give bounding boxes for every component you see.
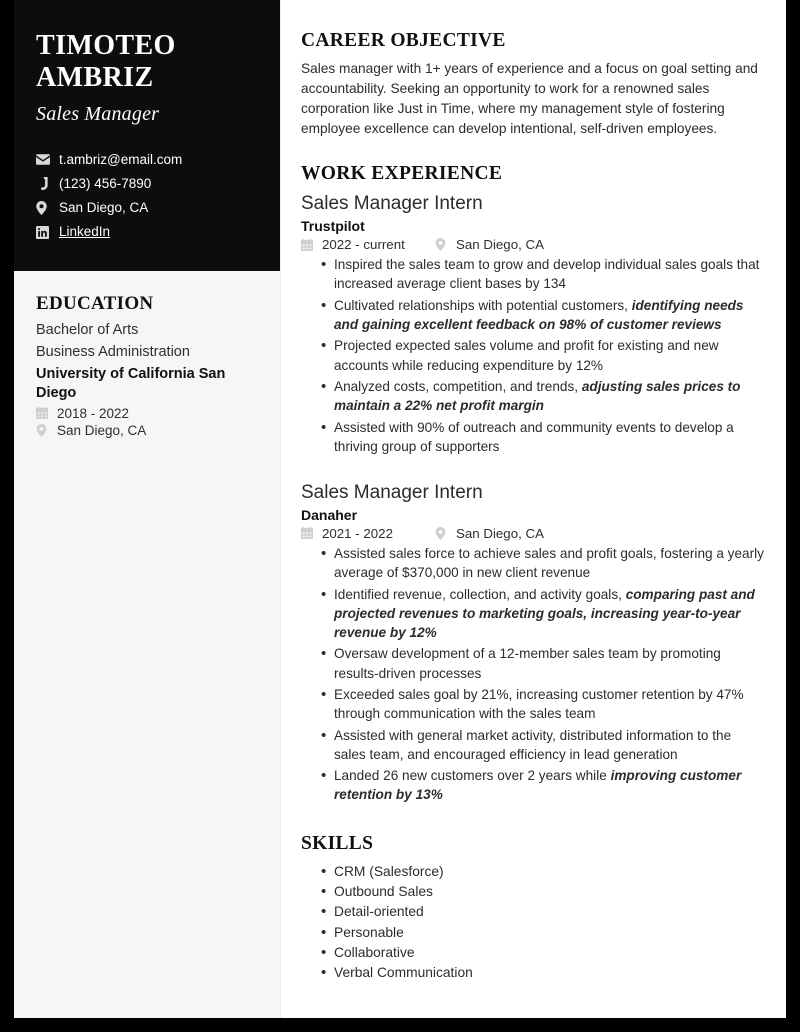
job-bullet-list (301, 544, 764, 805)
contact-linkedin-text: LinkedIn (59, 224, 111, 240)
job-bullet: • Assisted sales force to achieve sales and profit goals, fostering a yearly average of $370,000 in new client revenue (301, 544, 764, 583)
job-dates: 2022 - current (322, 237, 405, 253)
sidebar (14, 0, 281, 1018)
job-bullet-emphasis: adjusting sales prices to maintain a 22% net profit margin (334, 378, 741, 414)
job-bullet: • Inspired the sales team to grow and develop individual sales goals that increased average client bases by 134 (301, 255, 764, 294)
career-objective-text: Sales manager with 1+ years of experience and a focus on goal setting and accountability. Seeking an opportunity to work for a renowned sales corporation like Just in Time, where my management style of fostering employee excellence can develop intentional, self-driven employees. (301, 61, 758, 136)
job-bullet: • Assisted with 90% of outreach and community events to develop a thriving group of supporters (301, 418, 764, 457)
resume-page (14, 0, 786, 1018)
job-bullet: • Exceeded sales goal by 21%, increasing customer retention by 47% through communication with the sales team (301, 685, 764, 724)
career-objective-section (301, 30, 764, 138)
job-entry (301, 481, 764, 805)
skills-heading: SKILLS (301, 832, 374, 854)
education-degree: Bachelor of Arts (36, 322, 139, 339)
candidate-role: Sales Manager (36, 102, 160, 125)
job-bullet: • Landed 26 new customers over 2 years while improving customer retention by 13% (301, 766, 764, 805)
education-school: University of California San Diego (36, 365, 226, 402)
job-bullet-emphasis: improving customer retention by 13% (334, 768, 742, 803)
calendar-icon (301, 239, 318, 251)
contact-phone[interactable] (36, 173, 258, 195)
job-location-group (435, 237, 544, 252)
calendar-icon (36, 407, 53, 419)
contact-email-text: t.ambriz@email.com (59, 151, 183, 167)
education-heading: EDUCATION (36, 293, 154, 315)
spacer (301, 808, 764, 833)
main-content (281, 0, 786, 1018)
spacer (301, 459, 764, 481)
job-location: San Diego, CA (456, 525, 544, 541)
spacer (301, 138, 764, 163)
job-dates-group (301, 237, 435, 252)
job-list (301, 192, 764, 804)
education-dates-row (36, 406, 258, 421)
linkedin-icon (36, 226, 54, 239)
job-dates-group (301, 526, 435, 541)
skill-item: • Personable (301, 923, 764, 943)
skill-item: • CRM (Salesforce) (301, 862, 764, 882)
job-location: San Diego, CA (456, 237, 544, 253)
education-dates: 2018 - 2022 (57, 405, 130, 421)
candidate-name (36, 30, 258, 95)
work-experience-section (301, 163, 764, 804)
job-bullet: • Assisted with general market activity, distributed information to the sales team, and encouraged efficiency in lead generation (301, 726, 764, 765)
skill-item: • Outbound Sales (301, 882, 764, 902)
location-pin-icon (435, 527, 452, 540)
location-pin-icon (435, 238, 452, 251)
job-bullet-emphasis: identifying needs and gaining excellent feedback on 98% of customer reviews (334, 297, 744, 333)
skill-item: • Detail-oriented (301, 902, 764, 922)
phone-icon (36, 177, 54, 190)
contact-phone-text: (123) 456-7890 (59, 176, 152, 192)
job-bullet-emphasis: comparing past and projected revenues to marketing goals, increasing year-to-year revenue by 12% (334, 586, 755, 641)
location-pin-icon (36, 201, 54, 215)
sidebar-education-section (14, 271, 280, 438)
job-company: Trustpilot (301, 218, 365, 235)
job-title: Sales Manager Intern (301, 482, 483, 504)
job-title: Sales Manager Intern (301, 193, 483, 215)
job-meta (301, 237, 764, 252)
job-company: Danaher (301, 506, 358, 523)
skill-item: • Collaborative (301, 943, 764, 963)
envelope-icon (36, 154, 54, 165)
education-major: Business Administration (36, 344, 190, 361)
contact-location (36, 197, 258, 219)
job-dates: 2021 - 2022 (322, 525, 393, 541)
job-bullet: • Identified revenue, collection, and activity goals, comparing past and projected revenues to marketing goals, increasing year-to-year revenue by 12% (301, 585, 764, 643)
career-objective-heading: CAREER OBJECTIVE (301, 30, 506, 51)
education-location-row (36, 423, 258, 438)
skills-section (301, 833, 764, 984)
calendar-icon (301, 527, 318, 539)
education-location: San Diego, CA (57, 422, 147, 438)
candidate-last-name: AMBRIZ (36, 62, 154, 94)
location-pin-icon (36, 424, 53, 437)
job-bullet: • Oversaw development of a 12-member sales team by promoting results-driven processes (301, 644, 764, 683)
job-bullet: • Cultivated relationships with potential customers, identifying needs and gaining excellent feedback on 98% of customer reviews (301, 296, 764, 335)
job-entry (301, 192, 764, 456)
job-bullet: • Analyzed costs, competition, and trends, adjusting sales prices to maintain a 22% net profit margin (301, 377, 764, 416)
job-bullet-list (301, 255, 764, 456)
job-meta (301, 526, 764, 541)
contact-location-text: San Diego, CA (59, 200, 149, 216)
job-location-group (435, 526, 544, 541)
skill-item: • Verbal Communication (301, 963, 764, 983)
job-bullet: • Projected expected sales volume and profit for existing and new accounts while reducing expenditure by 12% (301, 336, 764, 375)
contact-list (36, 149, 258, 243)
contact-email[interactable] (36, 149, 258, 171)
contact-linkedin[interactable] (36, 221, 258, 243)
work-experience-heading: WORK EXPERIENCE (301, 163, 503, 185)
skills-list (301, 862, 764, 984)
sidebar-header (14, 0, 280, 271)
candidate-first-name: TIMOTEO (36, 30, 176, 61)
